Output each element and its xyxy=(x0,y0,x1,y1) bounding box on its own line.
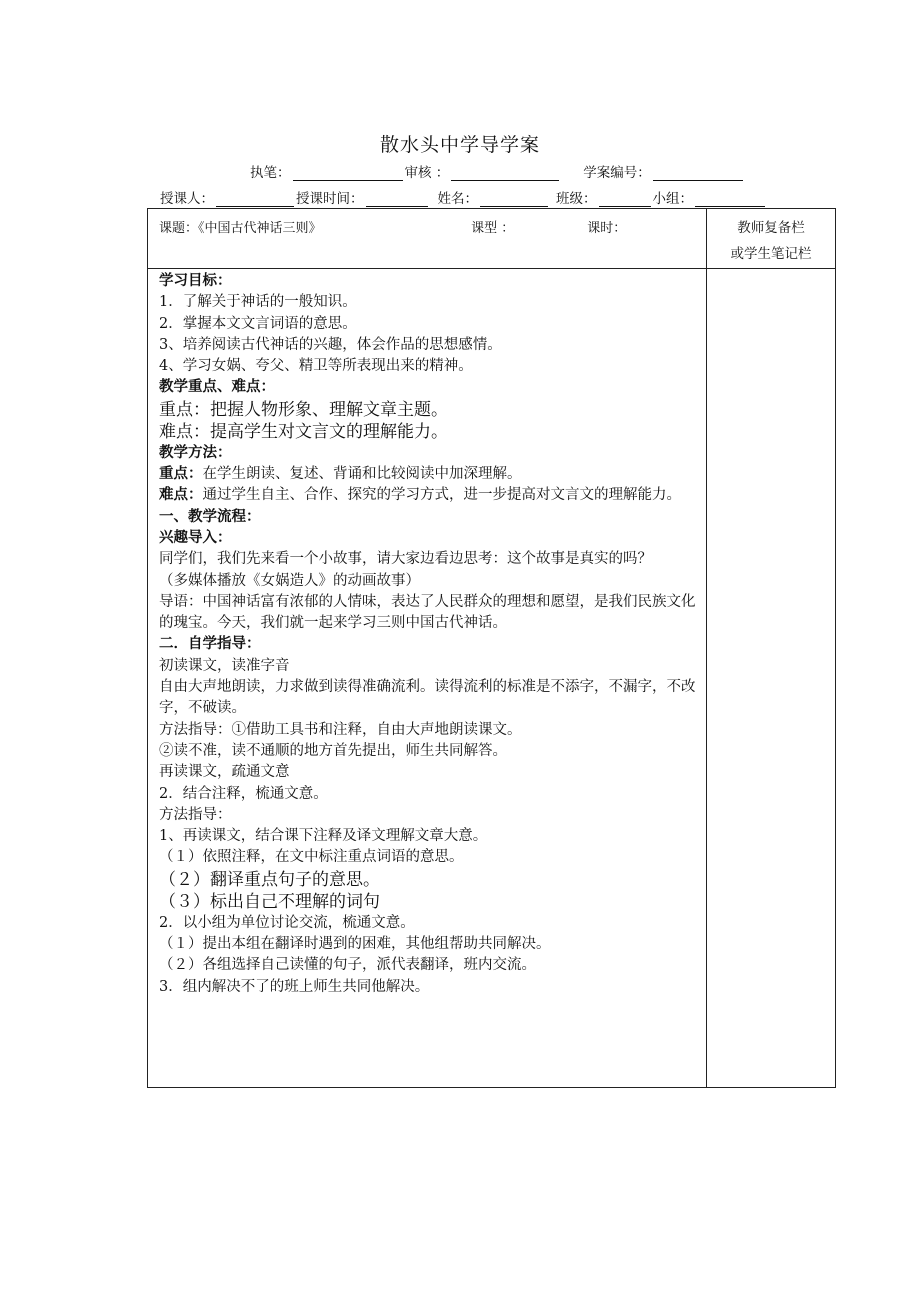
self-study-line: 再读课文，疏通文意 xyxy=(159,764,290,781)
notes-header-line2: 或学生笔记栏 xyxy=(730,246,812,262)
self-study-line: 自由大声地朗读，力求做到读得准确流利。读得流利的标准是不添字，不漏字，不改字，不破读。 xyxy=(159,679,696,717)
method-difficult xyxy=(159,485,699,506)
key-points-title: 教学重点、难点： xyxy=(159,379,275,396)
self-study-line: ②读不准，读不通顺的地方首先提出，师生共同解答。 xyxy=(159,742,507,759)
lesson-content xyxy=(159,271,699,998)
method-key-label: 重点： xyxy=(159,466,203,483)
author-label: 执笔： xyxy=(250,165,291,181)
translation-step: （２）翻译重点句子的意思。 xyxy=(159,869,380,890)
self-study-title: 二．自学指导： xyxy=(159,636,261,653)
row-divider xyxy=(148,268,835,269)
method-diff-label: 难点： xyxy=(159,487,203,504)
intro-text: 同学们，我们先来看一个小故事，请大家边看边思考：这个故事是真实的吗？ xyxy=(159,551,652,568)
method-key-text: 在学生朗读、复述、背诵和比较阅读中加深理解。 xyxy=(202,466,522,483)
code-field[interactable] xyxy=(653,166,743,181)
type-label: 课型 ： xyxy=(471,221,515,236)
group-step: 2．以小组为单位讨论交流，梳通文意。 xyxy=(159,914,415,931)
intro-guide: 导语：中国神话富有浓郁的人情味，表达了人民群众的理想和愿望，是我们民族文化的瑰宝。今天，我们就一起来学习三则中国古代神话。 xyxy=(159,593,696,632)
class-field[interactable] xyxy=(599,192,651,207)
goal-item: 2．掌握本文文言词语的意思。 xyxy=(159,315,357,332)
teacher-label: 授课人： xyxy=(160,191,214,207)
code-label: 学案编号： xyxy=(583,165,651,181)
group-field[interactable] xyxy=(695,192,765,207)
reviewer-label: 审核 ： xyxy=(404,165,450,181)
self-study-line: 1、再读课文，结合课下注释及译文理解文章大意。 xyxy=(159,828,488,845)
hours-label: 课时： xyxy=(587,221,627,236)
method-diff-text: 通过学生自主、合作、探究的学习方式，进一步提高对文言文的理解能力。 xyxy=(202,487,681,504)
time-field[interactable] xyxy=(366,192,428,207)
page-title: 散水头中学导学案 xyxy=(379,134,540,156)
goal-item: 4、学习女娲、夸父、精卫等所表现出来的精神。 xyxy=(159,358,473,375)
author-field[interactable] xyxy=(293,166,403,181)
self-study-line: 方法指导： xyxy=(159,806,232,823)
key-point: 重点：把握人物形象、理解文章主题。 xyxy=(159,399,448,420)
self-study-line: 方法指导：①借助工具书和注释，自由大声地朗读课文。 xyxy=(159,721,522,738)
method-key xyxy=(159,464,699,485)
notes-column-header xyxy=(707,215,835,267)
group-step: （２）各组选择自己读懂的句子，派代表翻译，班内交流。 xyxy=(159,957,536,974)
lesson-header xyxy=(159,217,626,236)
goal-item: 1．了解关于神话的一般知识。 xyxy=(159,294,357,311)
class-label: 班级： xyxy=(556,191,597,207)
goals-title: 学习目标： xyxy=(159,273,232,289)
flow-title: 一、教学流程： xyxy=(159,508,261,525)
group-step: （１）提出本组在翻译时遇到的困难，其他组帮助共同解决。 xyxy=(159,936,551,953)
goal-item: 3、培养阅读古代神话的兴趣，体会作品的思想感情。 xyxy=(159,336,502,353)
method-title: 教学方法： xyxy=(159,444,232,461)
notes-header-line1: 教师复备栏 xyxy=(737,220,805,236)
time-label: 授课时间： xyxy=(296,191,364,207)
self-study-line: 2．结合注释，梳通文意。 xyxy=(159,785,328,802)
difficult-point: 难点：提高学生对文言文的理解能力。 xyxy=(159,421,448,442)
teacher-field[interactable] xyxy=(216,192,294,207)
group-label: 小组： xyxy=(652,191,693,207)
group-step: 3．组内解决不了的班上师生共同他解决。 xyxy=(159,978,430,995)
intro-title: 兴趣导入： xyxy=(159,529,232,546)
lesson-table xyxy=(147,208,836,1088)
meta-line-2 xyxy=(160,187,767,207)
meta-line-1 xyxy=(250,161,745,181)
translation-step: （３）标出自己不理解的词句 xyxy=(159,891,380,912)
self-study-line: 初读课文，读准字音 xyxy=(159,657,290,674)
name-label: 姓名： xyxy=(437,191,478,207)
topic-label: 课题：《中国古代神话三则》 xyxy=(159,221,322,236)
column-divider xyxy=(706,209,707,1087)
name-field[interactable] xyxy=(480,192,548,207)
reviewer-field[interactable] xyxy=(451,166,559,181)
self-study-line: （１）依照注释，在文中标注重点词语的意思。 xyxy=(159,849,464,866)
intro-media: （多媒体播放《女娲造人》的动画故事） xyxy=(159,572,420,589)
